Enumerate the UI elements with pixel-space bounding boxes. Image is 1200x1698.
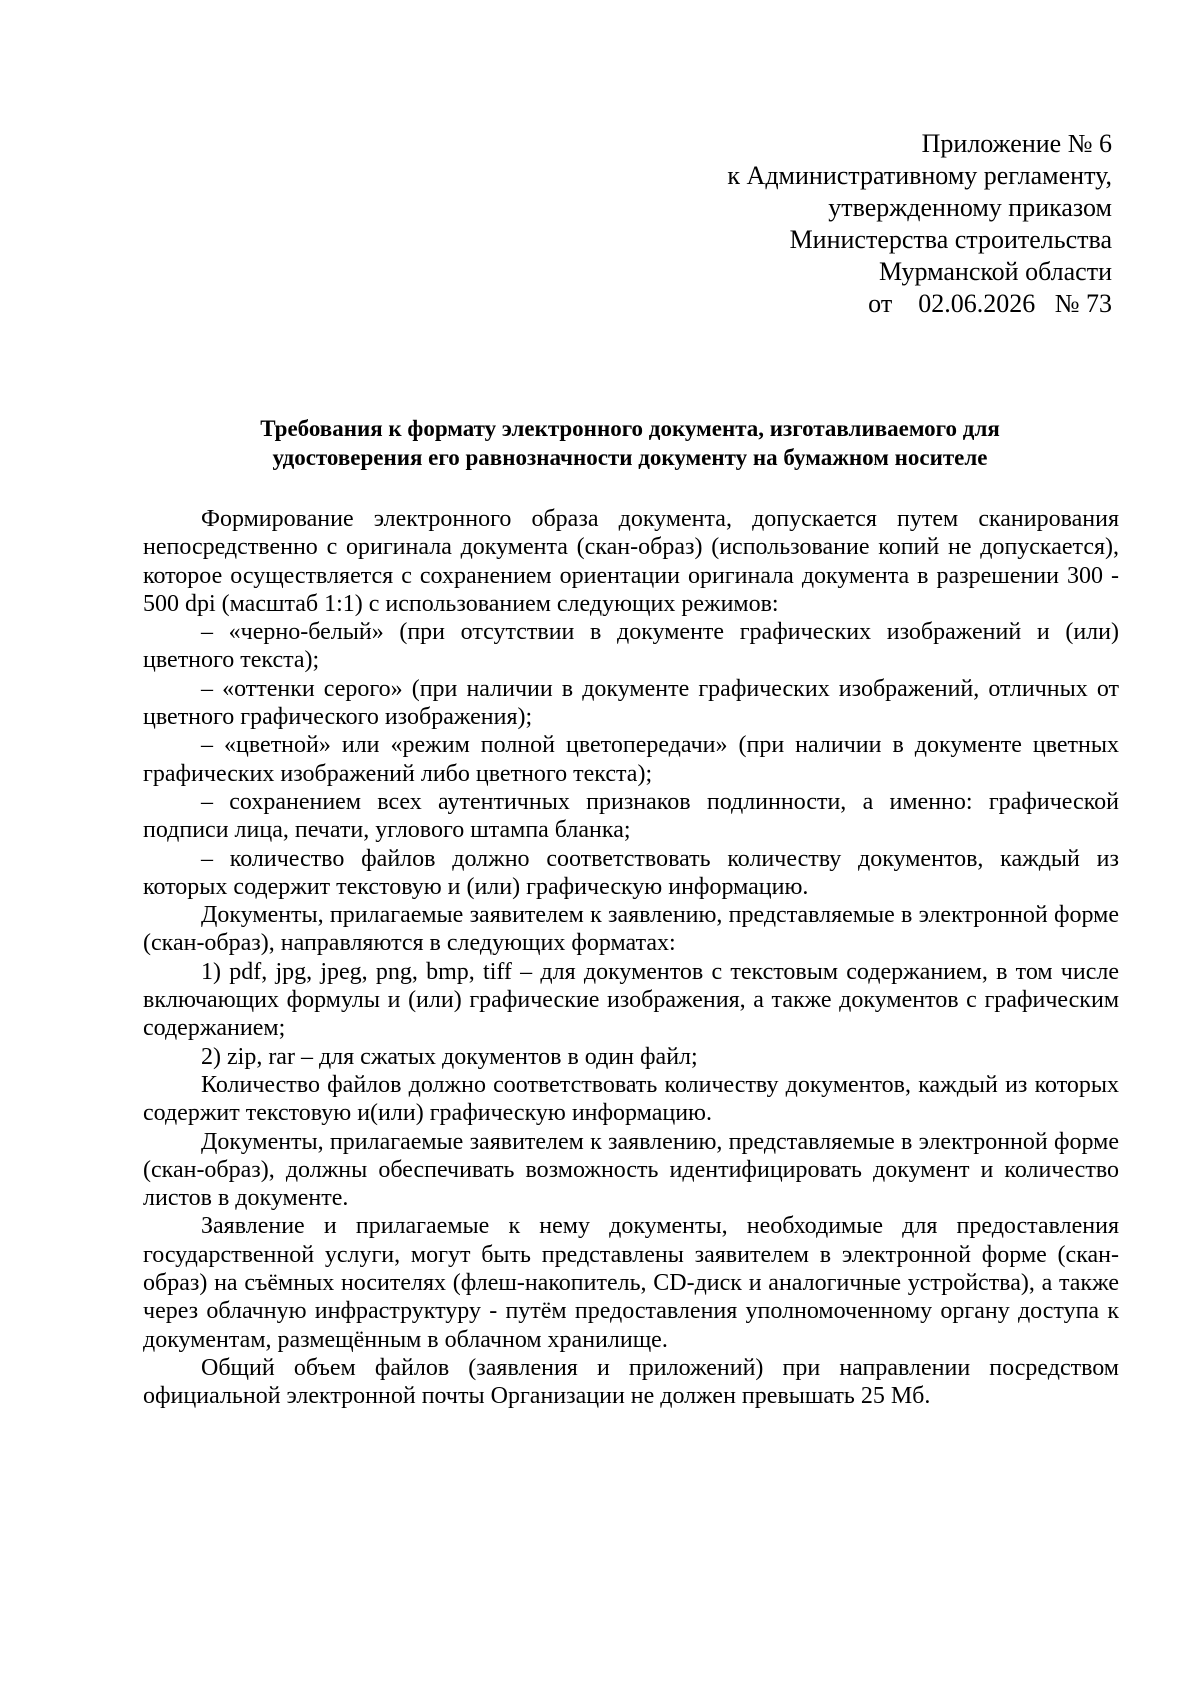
appendix-regulation: к Административному регламенту, <box>727 161 1112 190</box>
appendix-ministry: Министерства строительства <box>789 225 1112 254</box>
paragraph-authenticity: – сохранением всех аутентичных признаков подлинности, а именно: графической подписи лица, печати, углового штампа бланка; <box>143 788 1119 844</box>
appendix-header <box>727 128 1112 320</box>
paragraph-mode-bw: – «черно-белый» (при отсутствии в документе графических изображений и (или) цветного текста); <box>143 619 1119 674</box>
appendix-region: Мурманской области <box>879 257 1112 286</box>
title-line-1: Требования к формату электронного документа, изготавливаемого для <box>260 416 1000 441</box>
document-title <box>140 414 1120 472</box>
paragraph-file-count: – количество файлов должно соответствовать количеству документов, каждый из которых содержит текстовую и (или) графическую информацию. <box>143 845 1119 900</box>
paragraph-identify: Документы, прилагаемые заявителем к заявлению, представляемые в электронной форме (скан-образ), должны обеспечивать возможность идентифицировать документ и количество листов в документе. <box>143 1128 1119 1212</box>
document-body <box>143 505 1119 1411</box>
appendix-approved: утвержденному приказом <box>828 193 1112 222</box>
paragraph-formats-intro: Документы, прилагаемые заявителем к заявлению, представляемые в электронной форме (скан-образ), направляются в следующих форматах: <box>143 902 1119 957</box>
paragraph-mode-grayscale: – «оттенки серого» (при наличии в документе графических изображений, отличных от цветного графического изображения); <box>143 675 1119 731</box>
appendix-number: Приложение № 6 <box>921 129 1112 158</box>
paragraph-formats-archive: 2) zip, rar – для сжатых документов в один файл; <box>201 1043 698 1070</box>
paragraph-file-count-2: Количество файлов должно соответствовать количеству документов, каждый из которых содержит текстовую и(или) графическую информацию. <box>143 1071 1119 1127</box>
appendix-date-line <box>727 288 1112 320</box>
paragraph-formats-text: 1) pdf, jpg, jpeg, png, bmp, tiff – для документов с текстовым содержанием, в том числе включающих формулы и (или) графические изображения, а также документов с графическим содержанием; <box>143 958 1119 1042</box>
order-number: № 73 <box>1054 289 1112 318</box>
date-prefix: от <box>868 289 893 318</box>
paragraph-mode-color: – «цветной» или «режим полной цветопередачи» (при наличии в документе цветных графических изображений либо цветного текста); <box>143 732 1119 787</box>
paragraph-media: Заявление и прилагаемые к нему документы, необходимые для предоставления государственной услуги, могут быть представлены заявителем в электронной форме (скан-образ) на съёмных носителях (флеш-накопитель, CD-диск и аналогичные устройства), а также через облачную инфраструктуру - путём предоставления уполномоченному органу доступа к документам, размещённым в облачном хранилище. <box>143 1213 1119 1353</box>
order-date: 02.06.2026 <box>918 289 1036 318</box>
paragraph-scan-requirements: Формирование электронного образа документа, допускается путем сканирования непосредственно с оригинала документа (скан-образ) (использование копий не допускается), которое осуществляется с сохранением ориентации оригинала документа в разрешении 300 - 500 dpi (масштаб 1:1) с использованием следующих режимов: <box>143 506 1119 617</box>
title-line-2: удостоверения его равнозначности документу на бумажном носителе <box>272 445 988 470</box>
paragraph-size-limit: Общий объем файлов (заявления и приложений) при направлении посредством официальной электронной почты Организации не должен превышать 25 Мб. <box>143 1354 1119 1410</box>
